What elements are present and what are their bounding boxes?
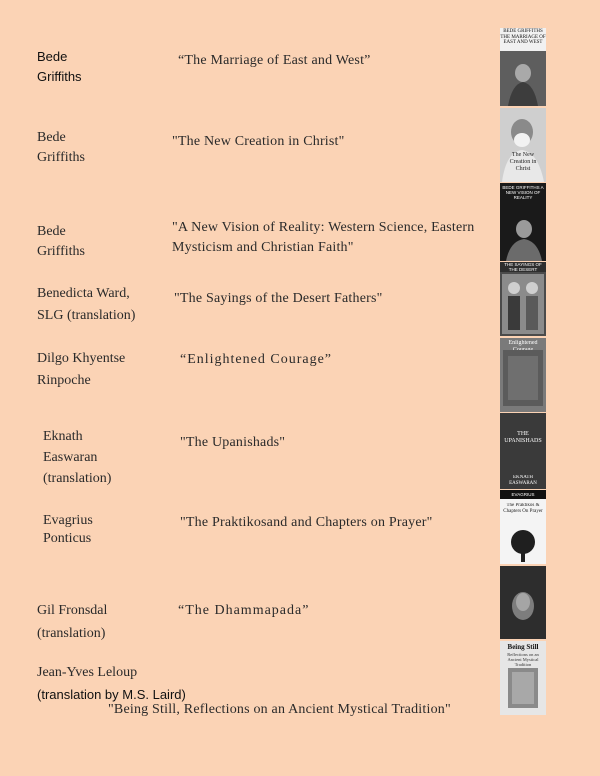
author-line: (translation) (43, 471, 112, 486)
author-line: Bede (37, 130, 66, 145)
author-line: Jean-Yves Leloup (37, 665, 138, 680)
author-line: Bede (37, 224, 66, 239)
book-cover-enlightened-courage (500, 338, 546, 412)
book-cover-being-still (500, 641, 546, 715)
author-line: Bede (37, 49, 68, 64)
book-title: “Enlightened Courage” (180, 352, 333, 367)
book-title: "Being Still, Reflections on an Ancient Mystical Tradition" (108, 702, 451, 717)
book-cover-praktikos (500, 490, 546, 564)
book-cover-new-vision (500, 183, 546, 261)
book-title: "The New Creation in Christ" (172, 134, 345, 149)
author-eknath-easwaran (43, 426, 111, 489)
portrait-image (500, 183, 546, 261)
tree-emblem-image (500, 490, 546, 564)
author-line: (translation by M.S. Laird) (37, 687, 186, 702)
author-line: Benedicta Ward, (37, 286, 130, 301)
author-line: Dilgo Khyentse (37, 351, 126, 366)
author-line: Eknath (43, 429, 83, 444)
icon-painting-image (500, 262, 546, 336)
book-cover-desert-fathers (500, 262, 546, 336)
cover-author: EVAGRIUS (500, 490, 546, 499)
author-gil-fronsdal (37, 599, 107, 645)
cover-title: THE UPANISHADS (504, 431, 542, 444)
author-line: Rinpoche (37, 373, 91, 388)
cover-title: BEDE GRIFFITHS THE MARRIAGE OF EAST AND WEST (500, 28, 546, 51)
author-evagrius-ponticus (43, 512, 93, 548)
cover-art-image (500, 641, 546, 715)
portrait-image (500, 28, 546, 106)
cover-title: BEDE GRIFFITHS A NEW VISION OF REALITY (502, 185, 544, 200)
author-line: Ponticus (43, 531, 92, 546)
book-cover-new-creation (500, 108, 546, 182)
cover-art-image (500, 338, 546, 412)
book-title: “The Marriage of East and West” (178, 53, 371, 68)
book-title: "The Praktikosand and Chapters on Prayer" (180, 515, 433, 530)
author-line: Gil Fronsdal (37, 603, 108, 618)
author-line: Griffiths (37, 69, 82, 84)
buddha-image (500, 566, 546, 639)
author-line: SLG (translation) (37, 308, 136, 323)
author-benedicta-ward (37, 283, 135, 327)
author-line: Griffiths (37, 244, 85, 259)
cover-author: EKNATH EASWARAN (509, 475, 537, 486)
book-title: "The Sayings of the Desert Fathers" (174, 291, 383, 306)
cover-title: The New Creation in Christ (509, 152, 537, 172)
author-bede-griffiths-2 (37, 128, 85, 168)
cover-title: Being Still (507, 643, 539, 651)
book-cover-upanishads (500, 413, 546, 489)
cover-title: The Praktikos & Chapters On Prayer (503, 503, 543, 514)
cover-title: Enlightened (508, 340, 538, 346)
author-line: (translation) (37, 626, 106, 641)
author-line: Griffiths (37, 150, 85, 165)
title-line: Mysticism and Christian Faith" (172, 240, 354, 255)
author-line: Evagrius (43, 513, 93, 528)
author-dilgo-khyentse (37, 348, 125, 392)
book-cover-marriage-east-west (500, 28, 546, 106)
book-title: “The Dhammapada” (178, 603, 310, 618)
author-bede-griffiths-3 (37, 222, 85, 262)
author-line: Easwaran (43, 450, 98, 465)
book-title: "The Upanishads" (180, 435, 286, 450)
book-cover-dhammapada (500, 566, 546, 639)
cover-title: THE SAYINGS OF THE DESERT (500, 262, 546, 272)
cover-subtitle: Reflections on an Ancient Mystical Tradition (507, 652, 539, 667)
title-line: "A New Vision of Reality: Western Science, Eastern (172, 220, 475, 235)
author-bede-griffiths-1 (37, 47, 82, 87)
book-title (172, 218, 475, 258)
